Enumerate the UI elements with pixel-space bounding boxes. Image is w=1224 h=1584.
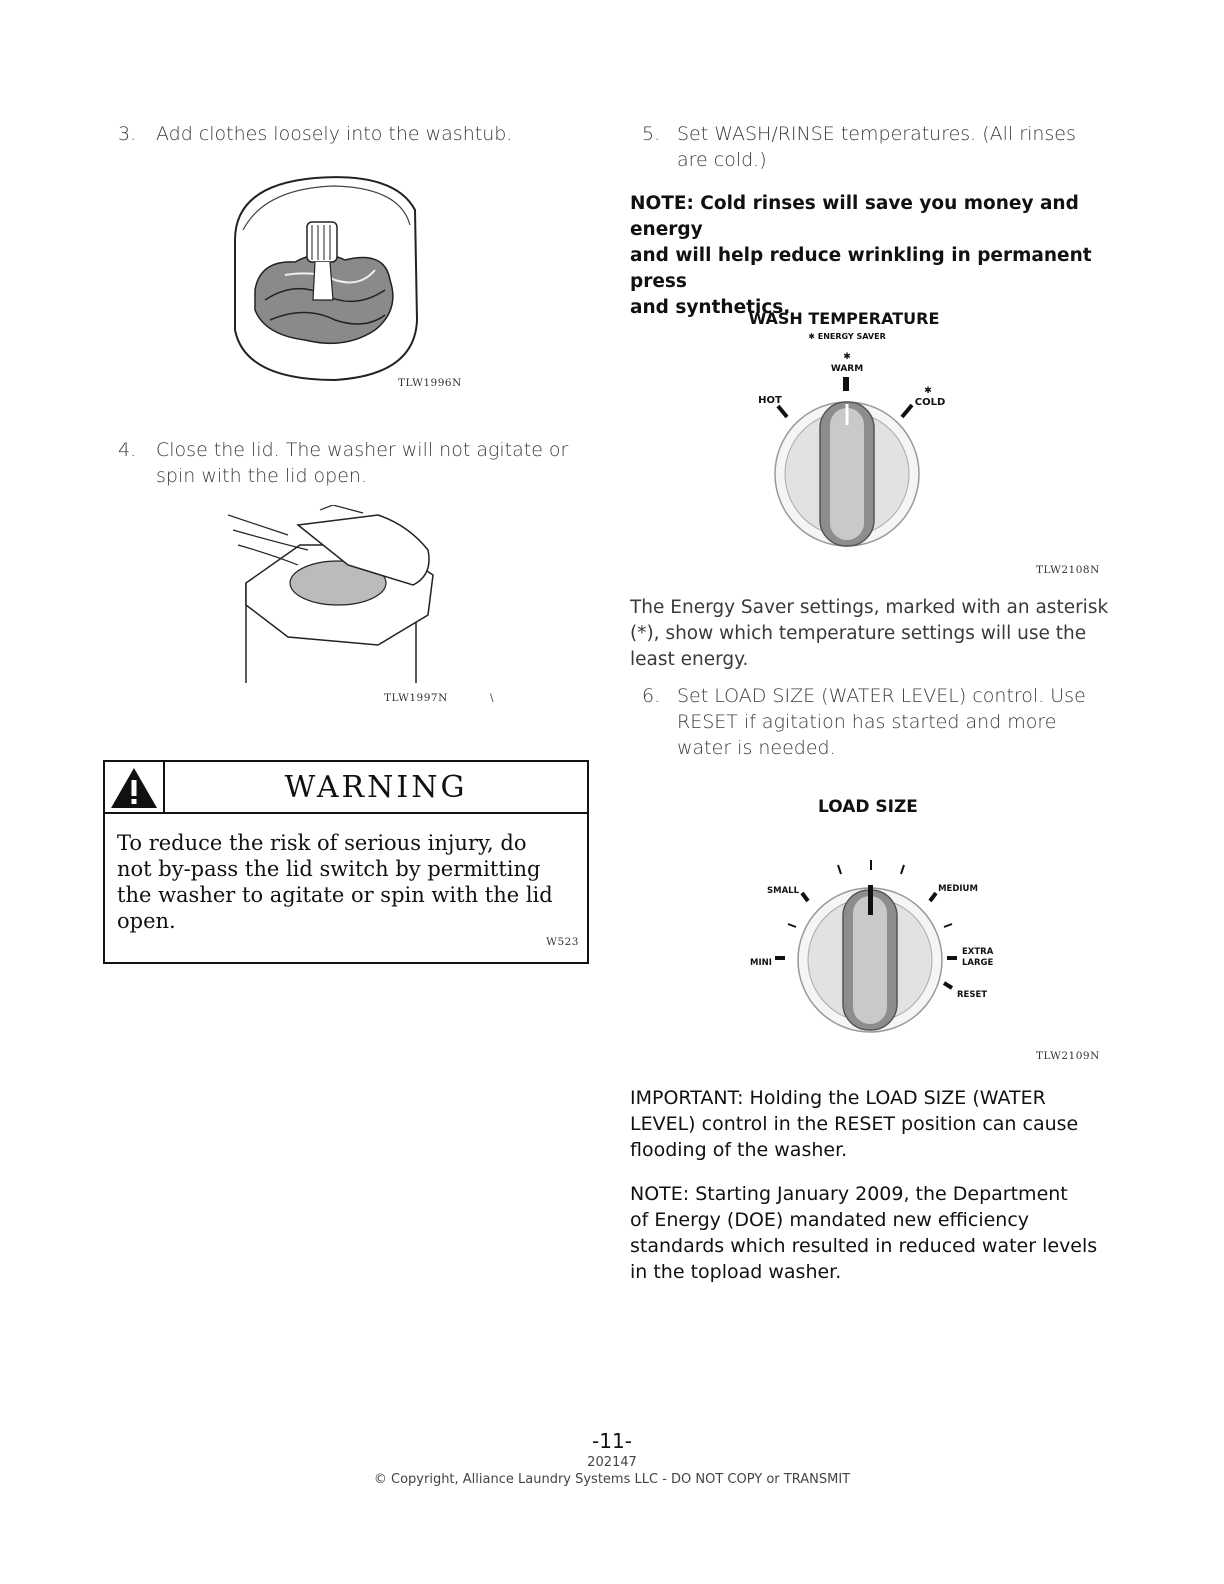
step-3-number: 3. (118, 123, 137, 145)
reset-label: RESET (957, 990, 988, 1000)
step-3-text: Add clothes loosely into the washtub. (156, 123, 513, 145)
step-6 (642, 683, 1112, 763)
small-tick (802, 893, 808, 901)
hot-label: HOT (758, 395, 782, 406)
wash-temperature-dial (740, 300, 960, 560)
warning-body (105, 814, 587, 934)
warning-title: WARNING (284, 770, 468, 805)
step-5-line-1: Set WASH/RINSE temperatures. (All rinses (677, 123, 1076, 145)
copyright-notice: © Copyright, Alliance Laundry Systems LLC - DO NOT COPY or TRANSMIT (373, 1472, 851, 1487)
warning-triangle-icon (105, 762, 163, 812)
load-size-dial (740, 855, 1010, 1040)
important-line-1: IMPORTANT: Holding the LOAD SIZE (WATER (630, 1087, 1046, 1109)
step-6-line-3: water is needed. (677, 737, 836, 759)
page-number: -11- (592, 1429, 632, 1453)
warm-asterisk: ✱ (843, 352, 851, 362)
warning-line-4: open. (117, 909, 176, 933)
figure-caption-tlw1997n: TLW1997N (384, 692, 448, 704)
step-5-line-2: are cold.) (677, 149, 767, 171)
wash-temperature-title: WASH TEMPERATURE (748, 309, 940, 328)
step-5 (642, 121, 1112, 175)
document-number: 202147 (587, 1455, 637, 1470)
warning-code: W523 (546, 936, 579, 948)
mini-tick (775, 956, 785, 960)
load-knob-pointer (868, 885, 873, 915)
important-line-2: LEVEL) control in the RESET position can cause (630, 1113, 1079, 1135)
medium-label: MEDIUM (938, 884, 978, 894)
step-6-line-1: Set LOAD SIZE (WATER LEVEL) control. Use (677, 685, 1086, 707)
warm-label: WARM (830, 364, 864, 374)
doe-note-line-1: NOTE: Starting January 2009, the Department (630, 1183, 1068, 1205)
hot-tick (778, 406, 787, 417)
warning-line-1: To reduce the risk of serious injury, do (117, 831, 527, 855)
warning-icon-cell (105, 762, 165, 812)
doe-note-line-3: standards which resulted in reduced water levels (630, 1235, 1098, 1257)
step-4-number: 4. (118, 439, 137, 461)
step-6-line-2: RESET if agitation has started and more (677, 711, 1057, 733)
warning-box (103, 760, 589, 964)
cold-asterisk: ✱ (924, 386, 932, 396)
washtub-illustration (225, 170, 475, 385)
figure-mark: \ (490, 692, 495, 704)
step-5-number: 5. (642, 123, 661, 145)
reset-tick (944, 983, 952, 988)
footer (0, 1429, 1224, 1487)
warning-line-2: not by-pass the lid switch by permitting (117, 857, 541, 881)
important-line-3: flooding of the washer. (630, 1139, 848, 1161)
energy-saver-legend: ✱ ENERGY SAVER (808, 332, 886, 341)
medium-tick (930, 893, 936, 901)
warning-line-3: the washer to agitate or spin with the lid (117, 883, 553, 907)
figure-caption-tlw2109n: TLW2109N (1036, 1050, 1100, 1062)
warning-header (105, 762, 587, 814)
mini-label: MINI (750, 958, 772, 968)
note-cold-rinses-line-1: NOTE: Cold rinses will save you money and energy (630, 193, 1079, 240)
step-6-number: 6. (642, 685, 661, 707)
step-4-line-1: Close the lid. The washer will not agitate or (156, 439, 569, 461)
warm-tick (843, 377, 849, 391)
small-label: SMALL (767, 886, 799, 896)
doe-note-line-2: of Energy (DOE) mandated new efficiency (630, 1209, 1030, 1231)
figure-caption-tlw1996n: TLW1996N (398, 377, 462, 389)
step-4 (118, 437, 588, 491)
energy-saver-line-1: The Energy Saver settings, marked with an asterisk (630, 597, 1109, 618)
cold-tick (902, 405, 912, 417)
doe-note-line-4: in the topload washer. (630, 1261, 842, 1283)
energy-saver-line-3: least energy. (630, 649, 749, 670)
large-label: LARGE (962, 958, 994, 968)
step-4-line-2: spin with the lid open. (156, 465, 368, 487)
load-size-title: LOAD SIZE (818, 797, 918, 817)
extra-label: EXTRA (962, 947, 994, 957)
extra-large-tick (947, 956, 957, 960)
step-3 (118, 121, 578, 149)
important-note (630, 1085, 1120, 1163)
note-cold-rinses-line-2: and will help reduce wrinkling in permanent press (630, 245, 1092, 292)
doe-note (630, 1181, 1120, 1285)
figure-caption-tlw2108n: TLW2108N (1036, 564, 1100, 576)
note-cold-rinses-line-3: and synthetics. (630, 297, 791, 318)
energy-saver-line-2: (*), show which temperature settings will use the (630, 623, 1087, 644)
closing-lid-illustration (228, 505, 438, 690)
cold-label: COLD (914, 397, 946, 408)
energy-saver-paragraph (630, 595, 1125, 673)
